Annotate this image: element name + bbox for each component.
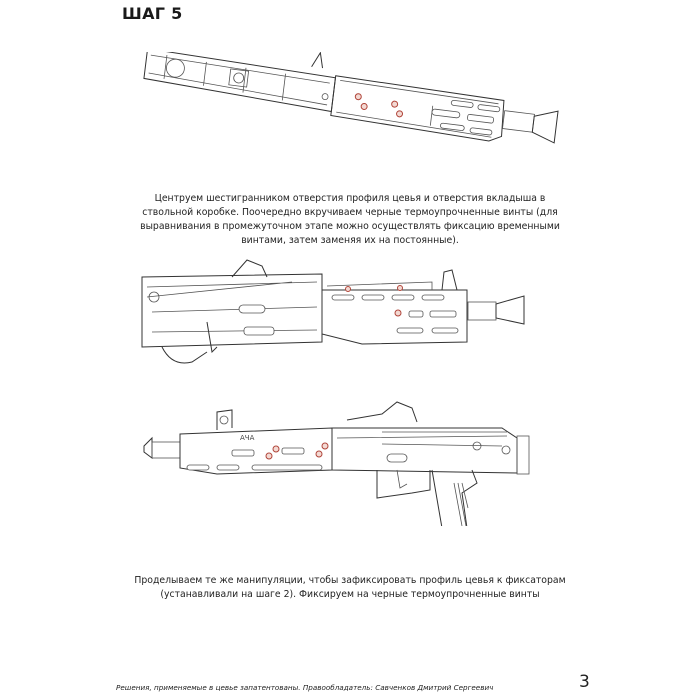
- screw-marker: [273, 446, 279, 452]
- assembly-illustration-1: [132, 52, 572, 162]
- screw-marker: [396, 110, 403, 117]
- instruction-paragraph-2: Проделываем те же манипуляции, чтобы зафиксировать профиль цевья к фиксаторам (устанавливали на шаге 2). Фиксируем на черные термоупрочненные винты: [134, 575, 566, 601]
- screw-marker: [391, 101, 398, 108]
- instruction-paragraph-1: Центруем шестигранником отверстия профиля цевья и отверстия вкладыша в ствольной коробке. Поочередно вкручиваем черные термоупрочненные винты (для выравнивания в промежуточном этапе можно осуществлять фиксацию временными винтами, затем заменяя их на постоянные).: [140, 193, 560, 247]
- screw-marker: [355, 93, 362, 100]
- page-title: ШАГ 5: [122, 4, 183, 23]
- screw-marker: [266, 453, 272, 459]
- screw-marker: [395, 310, 401, 316]
- footer-note: Решения, применяемые в цевье запатентованы. Правообладатель: Савченков Дмитрий Сергеевич: [116, 683, 494, 692]
- page-number: 3: [579, 672, 590, 692]
- screw-marker: [346, 287, 351, 292]
- engraving-text: АЧА: [240, 434, 255, 442]
- screw-marker: [361, 103, 368, 110]
- screw-marker: [398, 286, 403, 291]
- assembly-illustration-2: [132, 252, 572, 372]
- screw-marker: [322, 443, 328, 449]
- assembly-illustration-3: [132, 398, 572, 526]
- screw-marker: [316, 451, 322, 457]
